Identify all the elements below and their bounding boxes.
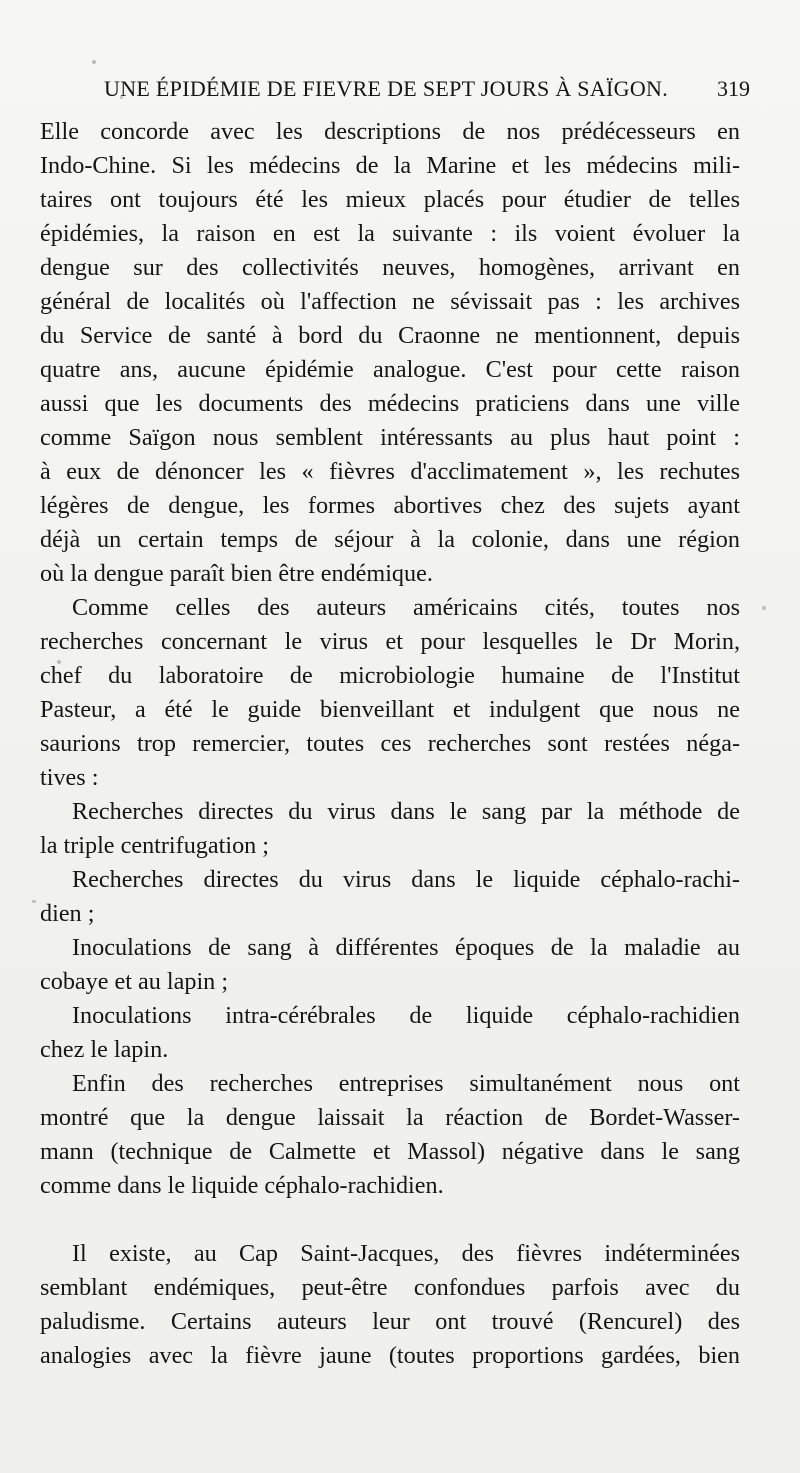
text-line: dien ; [40,900,95,927]
text-line: tives : [40,764,99,791]
list-item [40,931,740,999]
page-body [40,115,740,1373]
text-line: la triple centrifugation ; [40,832,270,859]
list-item [40,863,740,931]
text-line: Inoculations de sang à différentes époques de la maladie au [72,934,740,961]
text-line: semblant endémiques, peut-être confondues parfois avec du [40,1274,740,1301]
text-line: cobaye et au lapin ; [40,968,229,995]
text-line: saurions trop remercier, toutes ces recherches sont restées néga- [40,730,740,757]
text-line: montré que la dengue laissait la réaction de Bordet-Wasser- [40,1104,740,1131]
text-line: Enfin des recherches entreprises simultanément nous ont [72,1070,740,1097]
text-line: quatre ans, aucune épidémie analogue. C'est pour cette raison [40,356,740,383]
text-line: général de localités où l'affection ne sévissait pas : les archives [40,288,740,315]
paragraph-1 [40,115,740,591]
paper-speck [762,606,766,610]
text-line: mann (technique de Calmette et Massol) négative dans le sang [40,1138,740,1165]
text-line: chef du laboratoire de microbiologie humaine de l'Institut [40,662,740,689]
text-line: dengue sur des collectivités neuves, homogènes, arrivant en [40,254,740,281]
text-line: chez le lapin. [40,1036,169,1063]
list-item [40,795,740,863]
text-line: Pasteur, a été le guide bienveillant et indulgent que nous ne [40,696,740,723]
text-line: épidémies, la raison en est la suivante : ils voient évoluer la [40,220,740,247]
text-line: aussi que les documents des médecins praticiens dans une ville [40,390,740,417]
paragraph-2 [40,591,740,795]
text-line: déjà un certain temps de séjour à la colonie, dans une région [40,526,740,553]
virus-research-list [40,795,740,1067]
section-gap [40,1203,740,1237]
text-line: Il existe, au Cap Saint-Jacques, des fièvres indéterminées [72,1240,740,1267]
list-item [40,999,740,1067]
text-line: comme Saïgon nous semblent intéressants au plus haut point : [40,424,740,451]
text-line: Recherches directes du virus dans le liquide céphalo-rachi- [72,866,740,893]
page-header [60,70,750,110]
text-line: paludisme. Certains auteurs leur ont trouvé (Rencurel) des [40,1308,740,1335]
text-line: où la dengue paraît bien être endémique. [40,560,433,587]
paragraph-4 [40,1237,740,1373]
paragraph-3 [40,1067,740,1203]
text-line: Recherches directes du virus dans le sang par la méthode de [72,798,740,825]
paper-speck [32,900,36,903]
text-line: analogies avec la fièvre jaune (toutes proportions gardées, bien [40,1342,740,1369]
text-line: recherches concernant le virus et pour lesquelles le Dr Morin, [40,628,740,655]
text-line: Comme celles des auteurs américains cités, toutes nos [72,594,740,621]
text-line: comme dans le liquide céphalo-rachidien. [40,1172,444,1199]
text-line: du Service de santé à bord du Craonne ne mentionnent, depuis [40,322,740,349]
text-line: à eux de dénoncer les « fièvres d'acclimatement », les rechutes [40,458,740,485]
paper-speck [92,60,96,64]
text-line: taires ont toujours été les mieux placés pour étudier de telles [40,186,740,213]
text-line: Elle concorde avec les descriptions de nos prédécesseurs en [40,118,740,145]
text-line: légères de dengue, les formes abortives chez des sujets ayant [40,492,740,519]
text-line: Inoculations intra-cérébrales de liquide céphalo-rachidien [72,1002,740,1029]
running-title: UNE ÉPIDÉMIE DE FIEVRE DE SEPT JOURS À SAÏGON. [104,76,669,101]
text-line: Indo-Chine. Si les médecins de la Marine et les médecins mili- [40,152,740,179]
page-number: 319 [717,76,750,101]
